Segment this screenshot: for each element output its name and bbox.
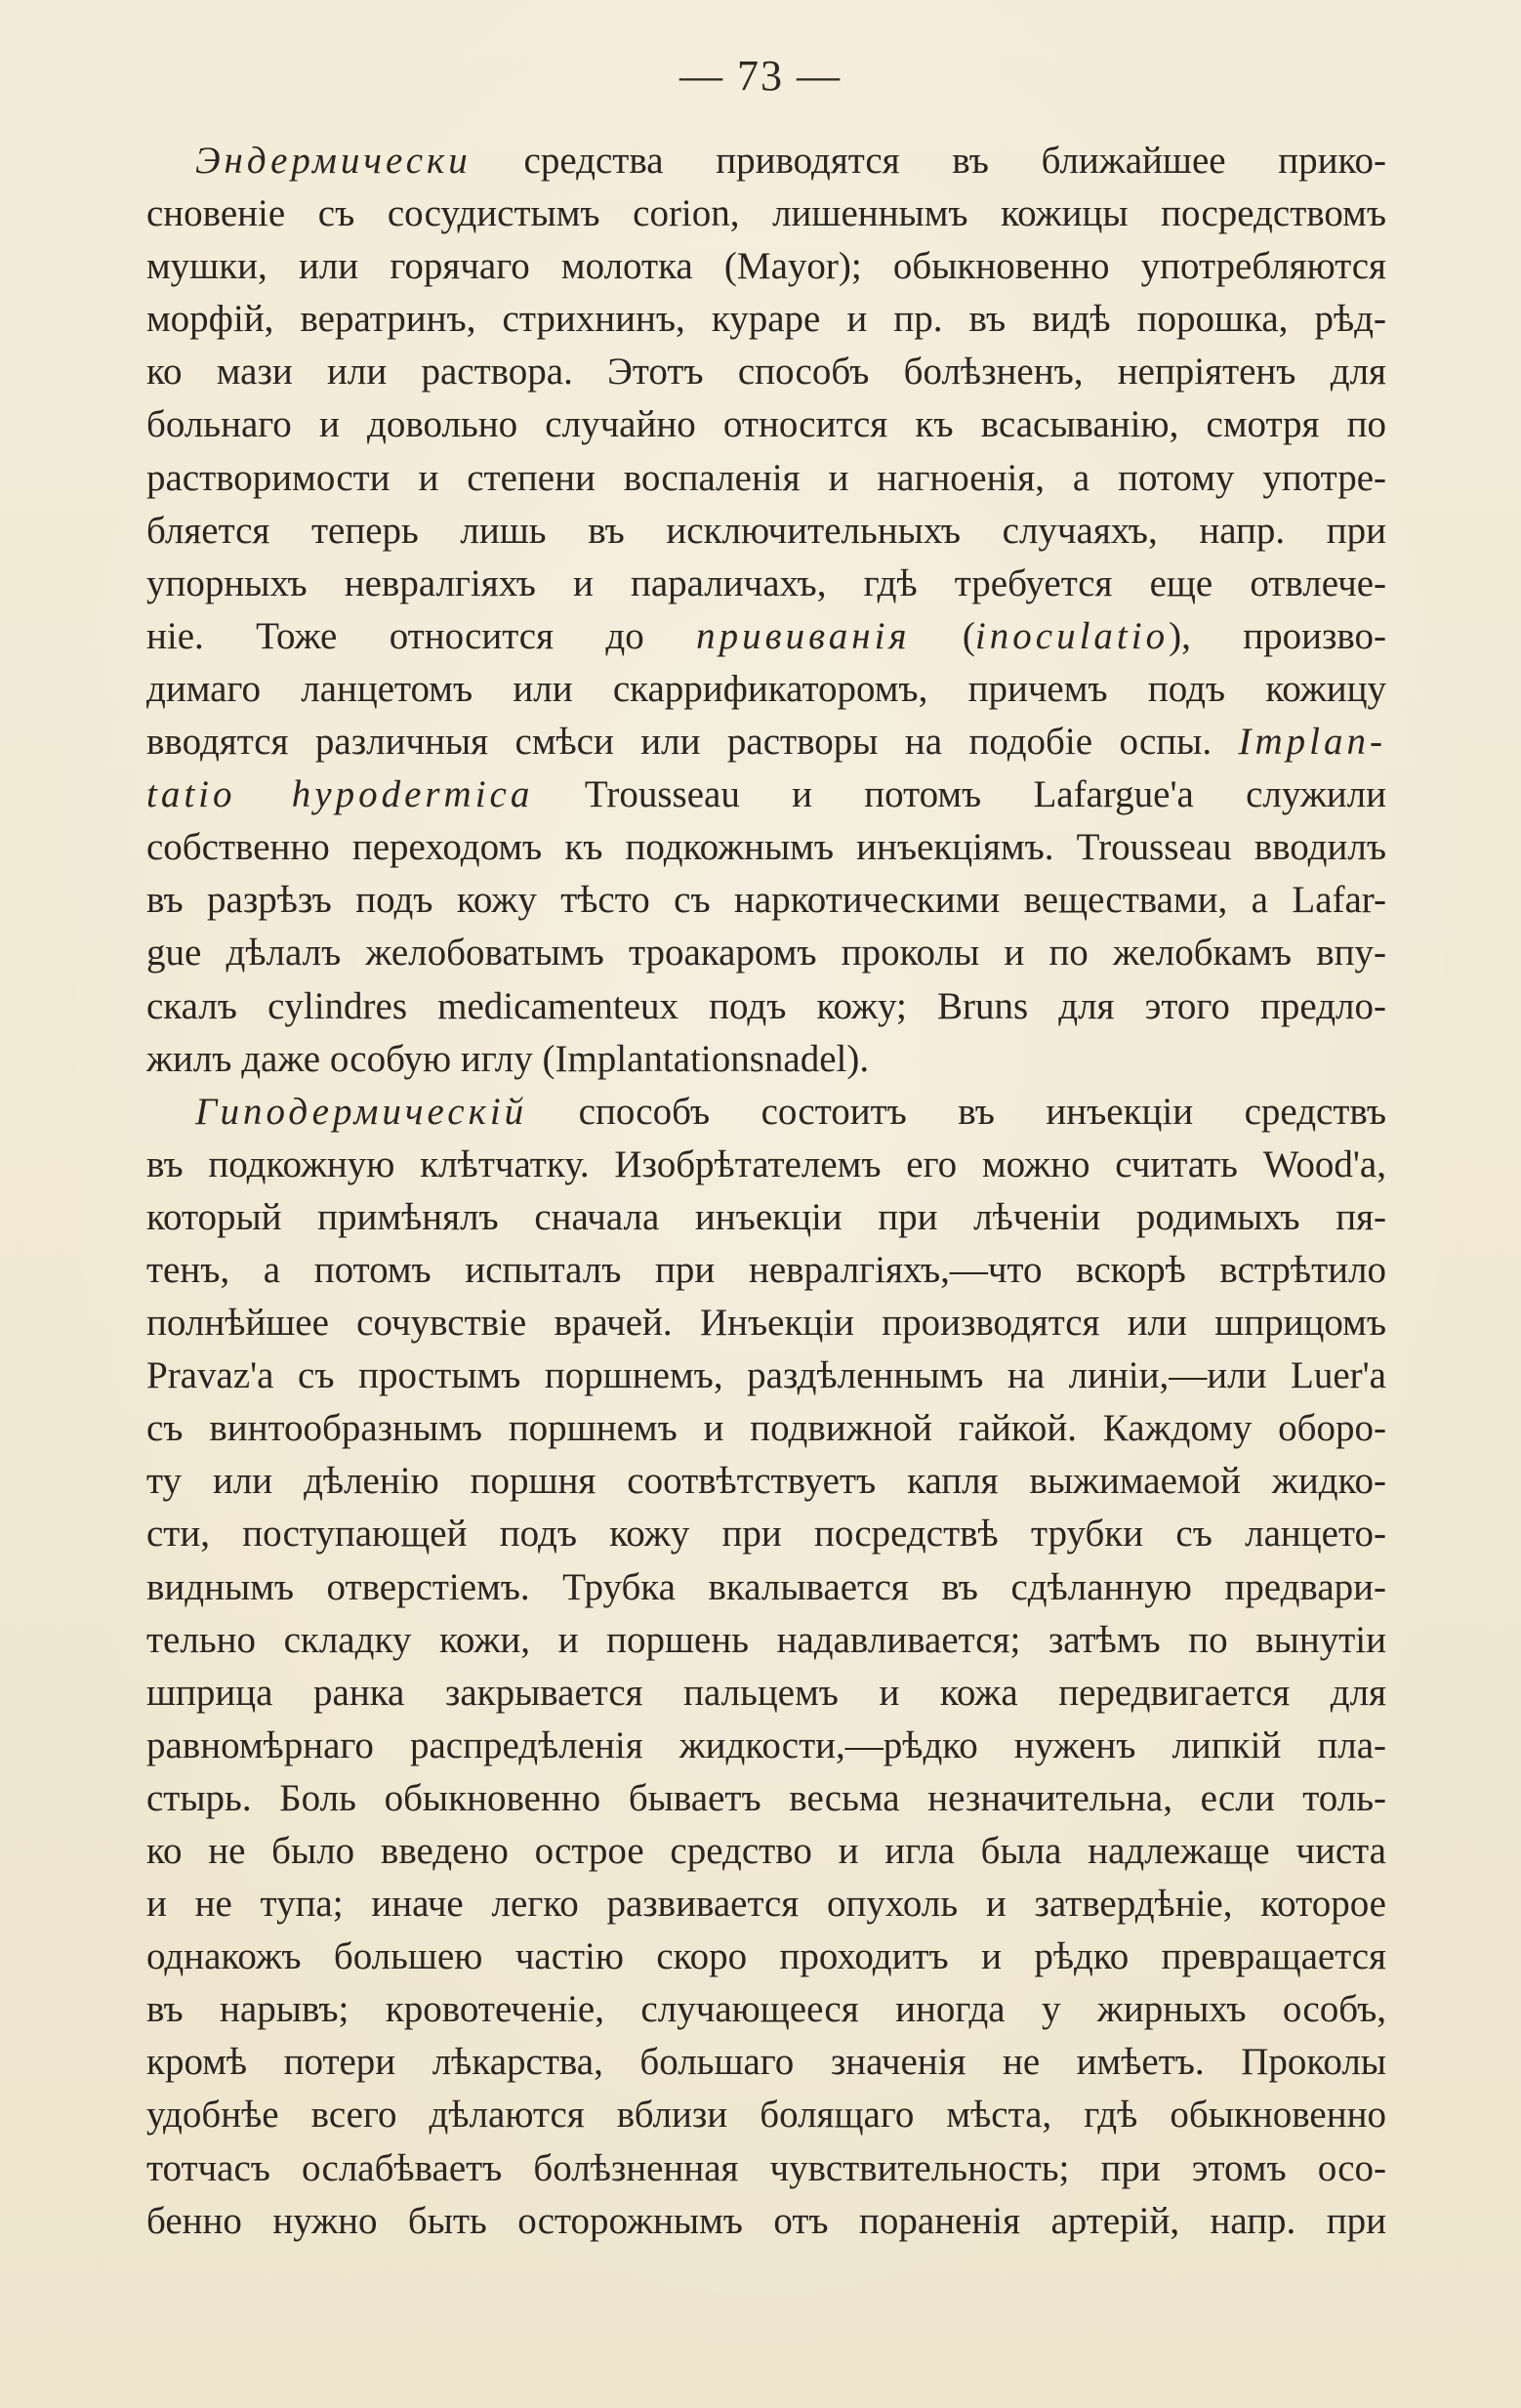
text-line: tatio hypodermica Trousseau и потомъ Lafargue'а служили xyxy=(146,773,1386,816)
text-line: равномѣрнаго распредѣленія жидкости,—рѣдко нуженъ липкій пла- xyxy=(146,1723,1386,1766)
text-line: который примѣнялъ сначала инъекціи при лѣченіи родимыхъ пя- xyxy=(146,1195,1386,1238)
emphasized-term: inoculatio xyxy=(974,614,1170,657)
emphasized-term: Гиподермическій xyxy=(195,1090,528,1133)
text-line: въ нарывъ; кровотеченіе, случающееся иногда у жирныхъ особъ, xyxy=(146,1988,1386,2031)
text-line: мушки, или горячаго молотка (Mayor); обыкновенно употребляются xyxy=(146,245,1386,288)
text-line: упорныхъ невралгіяхъ и параличахъ, гдѣ требуется еще отвлече- xyxy=(146,561,1386,604)
body-text xyxy=(146,135,1386,2248)
paragraph-endermic xyxy=(146,135,1386,1086)
text-line: однакожъ большею частію скоро проходитъ и рѣдко превращается xyxy=(146,1935,1386,1978)
text-line: ту или дѣленію поршня соотвѣтствуетъ капля выжимаемой жидко- xyxy=(146,1460,1386,1503)
text-line: сти, поступающей подъ кожу при посредствѣ трубки съ ланцето- xyxy=(146,1513,1386,1556)
text-line: тотчасъ ослабѣваетъ болѣзненная чувствительность; при этомъ осо- xyxy=(146,2146,1386,2189)
text-line: собственно переходомъ къ подкожнымъ инъекціямъ. Trousseau вводилъ xyxy=(146,826,1386,869)
text-line: жилъ даже особую иглу (Implantationsnadel). xyxy=(146,1037,870,1080)
text-line: шприца ранка закрывается пальцемъ и кожа передвигается для xyxy=(146,1671,1386,1714)
text-line: Гиподермическій способъ состоитъ въ инъекціи средствъ xyxy=(195,1090,1386,1133)
text-line: въ разрѣзъ подъ кожу тѣсто съ наркотическими веществами, а Lafar- xyxy=(146,879,1386,922)
text-line: ко мази или раствора. Этотъ способъ болѣзненъ, непріятенъ для xyxy=(146,351,1386,394)
text-line: тенъ, а потомъ испыталъ при невралгіяхъ,—что вскорѣ встрѣтило xyxy=(146,1248,1386,1291)
text-line: gue дѣлалъ желобоватымъ троакаромъ проколы и по желобкамъ впу- xyxy=(146,932,1386,975)
text-line: стырь. Боль обыкновенно бываетъ весьма незначительна, если толь- xyxy=(146,1776,1386,1819)
text-line: морфій, вератринъ, стрихнинъ, кураре и пр. въ видѣ порошка, рѣд- xyxy=(146,298,1386,341)
text-line: скалъ cylindres medicamenteux подъ кожу; Bruns для этого предло- xyxy=(146,984,1386,1027)
text-line: больнаго и довольно случайно относится къ всасыванію, смотря по xyxy=(146,403,1386,446)
text-line: бляется теперь лишь въ исключительныхъ случаяхъ, напр. при xyxy=(146,509,1386,552)
emphasized-term: Implan- xyxy=(1238,721,1386,764)
text-line: кромѣ потери лѣкарства, большаго значенія не имѣетъ. Проколы xyxy=(146,2041,1386,2084)
text-line: димаго ланцетомъ или скаррификаторомъ, причемъ подъ кожицу xyxy=(146,667,1386,710)
text-line: виднымъ отверстіемъ. Трубка вкалывается въ сдѣланную предвари- xyxy=(146,1565,1386,1608)
page-number: — 73 — xyxy=(679,52,842,100)
text-line: тельно складку кожи, и поршень надавливается; затѣмъ по вынутіи xyxy=(146,1618,1386,1661)
text-line: полнѣйшее сочувствіе врачей. Инъекціи производятся или шприцомъ xyxy=(146,1302,1386,1345)
text-line: ко не было введено острое средство и игла была надлежаще чиста xyxy=(146,1830,1386,1872)
text-line: сновеніе съ сосудистымъ corion, лишеннымъ кожицы посредствомъ xyxy=(146,192,1386,235)
emphasized-term: прививанія xyxy=(696,614,911,657)
text-line: ніе. Тоже относится до прививанія (inoculatio), произво- xyxy=(146,614,1386,657)
paragraph-hypodermic xyxy=(146,1086,1386,2248)
text-line: растворимости и степени воспаленія и нагноенія, а потому употре- xyxy=(146,456,1386,499)
text-line: Эндермически средства приводятся въ ближайшее прико- xyxy=(195,140,1386,182)
text-line: вводятся различныя смѣси или растворы на подобіе оспы. Implan- xyxy=(146,721,1386,764)
emphasized-term: Эндермически xyxy=(195,140,472,182)
text-line: въ подкожную клѣтчатку. Изобрѣтателемъ его можно считать Wood'а, xyxy=(146,1142,1386,1185)
text-line: бенно нужно быть осторожнымъ отъ пораненія артерій, напр. при xyxy=(146,2199,1386,2242)
text-line: удобнѣе всего дѣлаются вблизи болящаго мѣста, гдѣ обыкновенно xyxy=(146,2094,1386,2137)
text-line: и не тупа; иначе легко развивается опухоль и затвердѣніе, которое xyxy=(146,1883,1386,1926)
text-line: Pravaz'а съ простымъ поршнемъ, раздѣленнымъ на линіи,—или Luer'а xyxy=(146,1354,1386,1397)
emphasized-term: tatio hypodermica xyxy=(146,773,534,816)
text-line: съ винтообразнымъ поршнемъ и подвижной гайкой. Каждому оборо- xyxy=(146,1407,1386,1450)
